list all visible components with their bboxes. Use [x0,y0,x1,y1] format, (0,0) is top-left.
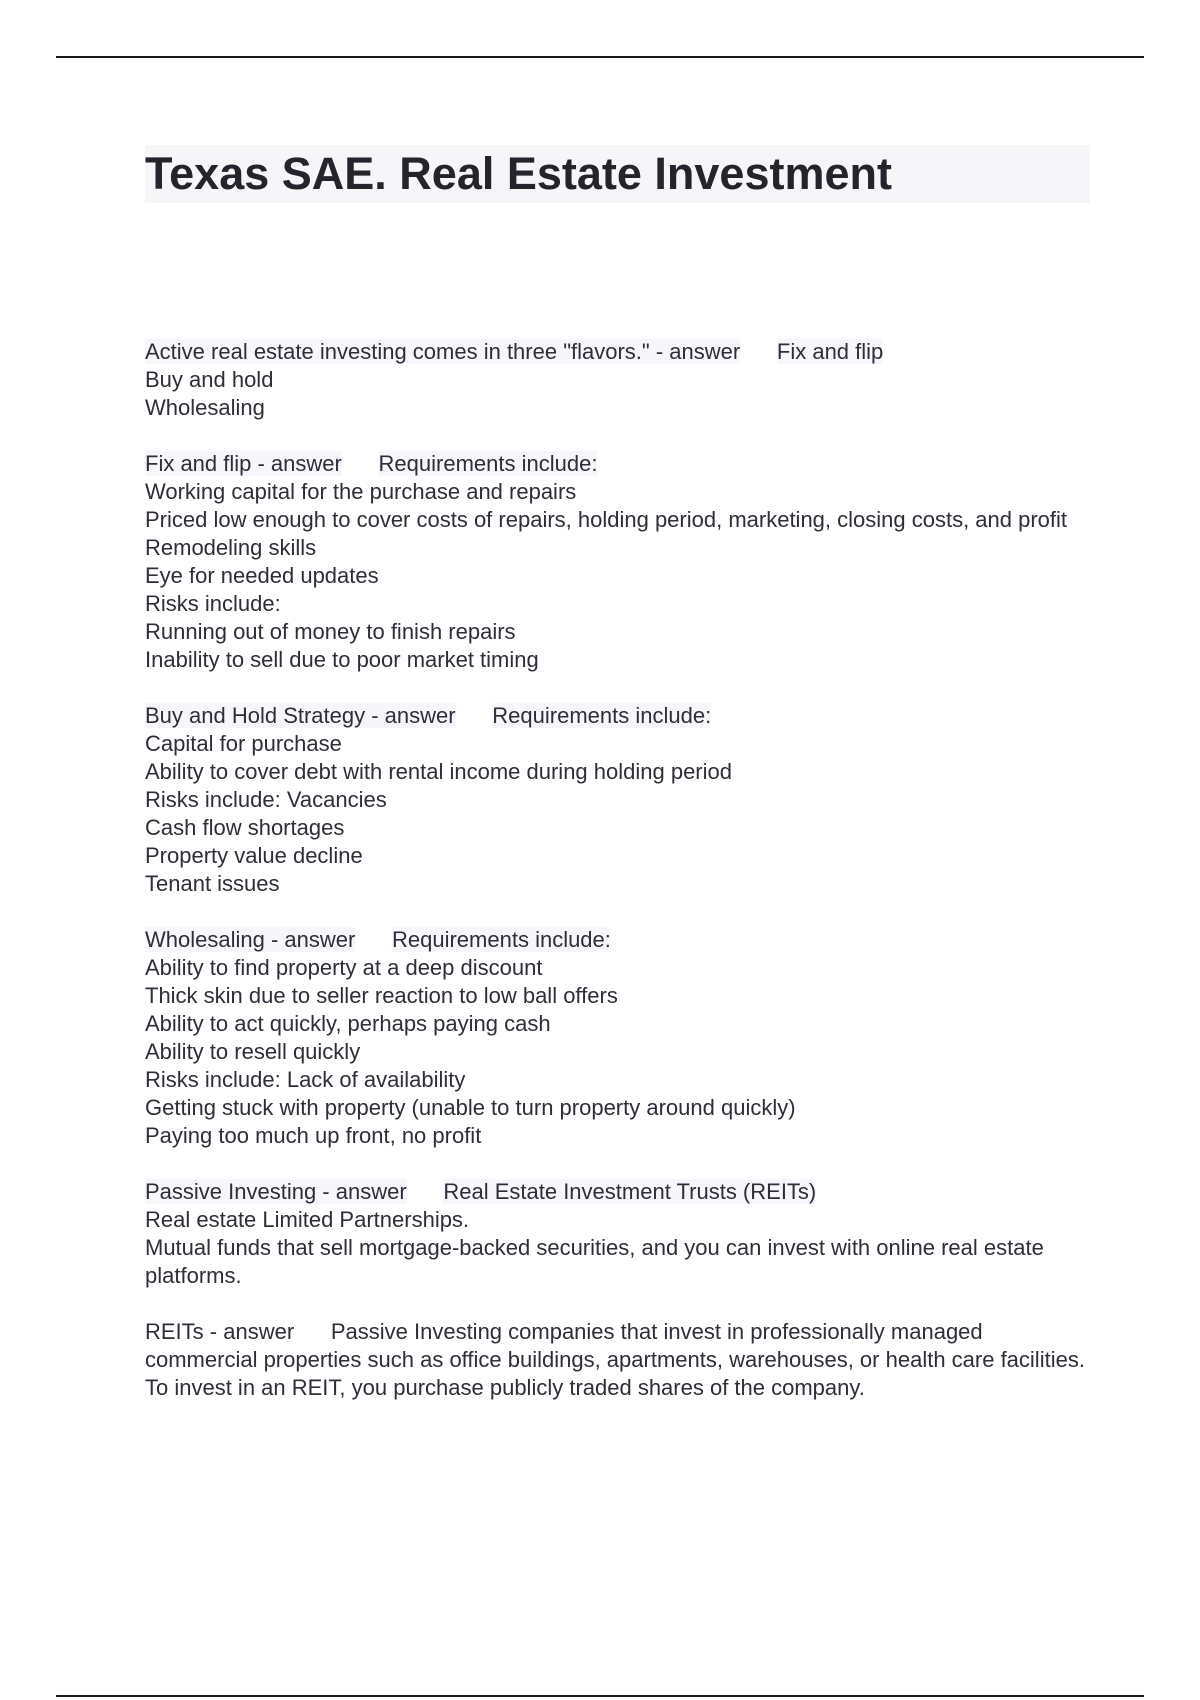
answer-line: Thick skin due to seller reaction to low ball offers [145,983,618,1008]
answer-line: Risks include: Vacancies [145,787,387,812]
answer-line: Tenant issues [145,871,280,896]
answer-line: Requirements include: [492,703,712,728]
bottom-rule [56,1695,1144,1697]
answer-line: Risks include: Lack of availability [145,1067,466,1092]
qa-entry-wholesaling [145,926,1090,1150]
answer-line: Capital for purchase [145,731,342,756]
answer-line: Ability to find property at a deep discount [145,955,543,980]
answer-line: Buy and hold [145,367,274,392]
answer-line: Property value decline [145,843,363,868]
qa-entry-active-investing [145,338,1090,422]
question-text: Buy and Hold Strategy - answer [145,703,456,728]
answer-line: Risks include: [145,591,281,616]
answer-line: Paying too much up front, no profit [145,1123,482,1148]
answer-line: Fix and flip [776,339,884,364]
question-text: Passive Investing - answer [145,1179,407,1204]
answer-line: Requirements include: [392,927,611,952]
answer-line: Inability to sell due to poor market timing [145,647,539,672]
answer-line: Getting stuck with property (unable to turn property around quickly) [145,1095,796,1120]
question-text: REITs - answer [145,1319,295,1344]
qa-entry-passive-investing [145,1178,1090,1290]
answer-line: Remodeling skills [145,535,317,560]
answer-line: Wholesaling [145,395,265,420]
qa-entry-reits [145,1318,1090,1402]
question-text: Active real estate investing comes in three "flavors." - answer [145,339,741,364]
answer-line: Cash flow shortages [145,815,345,840]
answer-line: Running out of money to finish repairs [145,619,516,644]
answer-line: Eye for needed updates [145,563,379,588]
answer-line: Ability to resell quickly [145,1039,361,1064]
question-text: Fix and flip - answer [145,451,342,476]
answer-line: Ability to act quickly, perhaps paying cash [145,1011,551,1036]
answer-line: Ability to cover debt with rental income during holding period [145,759,732,784]
qa-entry-fix-and-flip [145,450,1090,674]
title-block [145,145,1090,203]
answer-line: Priced low enough to cover costs of repairs, holding period, marketing, closing costs, and profit [145,507,1068,532]
question-text: Wholesaling - answer [145,927,356,952]
answer-line: Mutual funds that sell mortgage-backed securities, and you can invest with online real estate platforms. [145,1235,1044,1288]
page-title: Texas SAE. Real Estate Investment [145,148,892,199]
qa-list [145,338,1090,1430]
qa-entry-buy-and-hold [145,702,1090,898]
answer-line: Passive Investing companies that invest in professionally managed commercial properties such as office buildings, apartments, warehouses, or health care facilities. To invest in an REIT, you purchase publicly traded shares of the company. [145,1319,1085,1400]
answer-line: Working capital for the purchase and repairs [145,479,577,504]
answer-line: Requirements include: [378,451,598,476]
answer-line: Real Estate Investment Trusts (REITs) [443,1179,817,1204]
top-rule [56,56,1144,58]
answer-line: Real estate Limited Partnerships. [145,1207,470,1232]
